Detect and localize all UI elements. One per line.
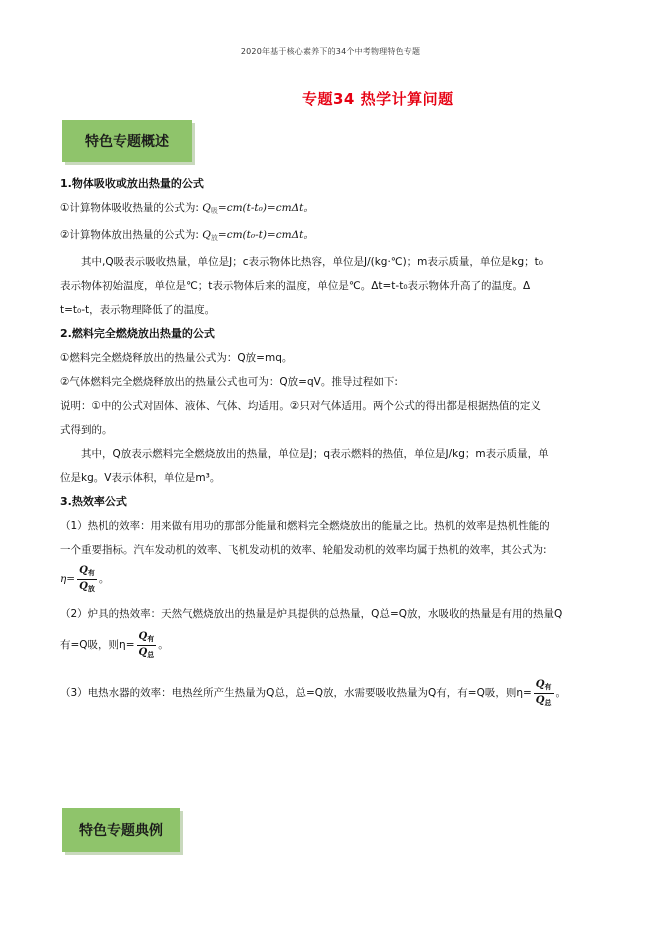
water-heater-efficiency-formula xyxy=(60,676,604,710)
frac-sub: 总 xyxy=(147,649,155,659)
frac-sub: 放 xyxy=(87,583,95,593)
frac-q: Q xyxy=(79,564,88,576)
formula-release xyxy=(60,223,604,250)
formula-release-sub: 放 xyxy=(210,234,218,242)
section-2-para-line-2: 位是kg。V表示体积，单位是m³。 xyxy=(60,472,221,484)
fraction-heater xyxy=(534,678,554,709)
section-2-formula-1: ①燃料完全燃烧释放出的热量公式为：Q放=mq。 xyxy=(60,352,293,364)
frac-sub: 有 xyxy=(544,681,552,691)
frac-q: Q xyxy=(535,678,545,690)
frac-sub: 总 xyxy=(544,697,552,707)
frac-q: Q xyxy=(535,694,545,706)
section-1-para-line-1: 其中,Q吸表示吸收热量，单位是J；c表示物体比热容，单位是J/(kg·℃)；m表示质量，单位是kg；t₀ xyxy=(81,256,543,268)
document-title: 专题34 热学计算问题 xyxy=(302,90,454,108)
formula-end-mark: 。 xyxy=(98,573,110,585)
stove-efficiency-formula xyxy=(60,628,604,662)
section-2-para-line-1: 其中，Q放表示燃料完全燃烧放出的热量，单位是J；q表示燃料的热值，单位是J/kg；m表示质量，单 xyxy=(81,448,549,460)
fraction-engine xyxy=(77,564,97,595)
formula-absorb xyxy=(60,196,604,223)
fraction-stove xyxy=(137,630,157,661)
formula-absorb-label: ①计算物体吸收热量的公式为: xyxy=(60,202,199,214)
section-2-note-line-1: 说明：①中的公式对固体、液体、气体、均适用。②只对气体适用。两个公式的得出都是根据热值的定义 xyxy=(60,400,541,412)
fraction-stove-denominator xyxy=(137,646,157,661)
eta-symbol: η= xyxy=(60,573,76,585)
section-1-para-line-3: t=t₀-t，表示物理降低了的温度。 xyxy=(60,304,216,316)
fraction-stove-numerator xyxy=(137,630,157,646)
frac-q: Q xyxy=(79,580,88,592)
section-3-item-3-text: （3）电热水器的效率：电热丝所产生热量为Q总，总=Q放，水需要吸收热量为Q有，有=Q吸，则η= xyxy=(60,687,532,699)
formula-release-rhs: =cm(t₀-t)=cmΔt。 xyxy=(217,229,314,241)
banner-overview: 特色专题概述 xyxy=(62,120,192,162)
section-3-item-1-line-2: 一个重要指标。汽车发动机的效率、飞机发动机的效率、轮船发动机的效率均属于热机的效率，其公式为: xyxy=(60,544,547,556)
section-2-heading: 2.燃料完全燃烧放出热量的公式 xyxy=(60,327,215,340)
formula-end-mark: 。 xyxy=(158,639,169,651)
heat-engine-efficiency-formula xyxy=(60,562,604,596)
section-3-heading: 3.热效率公式 xyxy=(60,495,127,508)
frac-sub: 有 xyxy=(147,633,155,643)
section-1-heading: 1.物体吸收或放出热量的公式 xyxy=(60,177,204,190)
fraction-engine-denominator xyxy=(77,580,97,595)
running-head: 2020年基于核心素养下的34个中考物理特色专题 xyxy=(240,47,421,56)
formula-end-mark: 。 xyxy=(555,687,567,699)
section-2-formula-2: ②气体燃料完全燃烧释放出的热量公式也可为：Q放=qV。推导过程如下: xyxy=(60,376,398,388)
fraction-engine-numerator xyxy=(77,564,97,580)
frac-sub: 有 xyxy=(87,567,95,577)
frac-q: Q xyxy=(138,646,148,658)
section-2-note-line-2: 式得到的。 xyxy=(60,424,113,436)
formula-release-label: ②计算物体放出热量的公式为: xyxy=(60,229,199,241)
section-1-para-line-2: 表示物体初始温度，单位是℃；t表示物体后来的温度，单位是℃。Δt=t-t₀表示物体升高了的温度。Δ xyxy=(60,280,531,292)
formula-absorb-q: Q xyxy=(202,202,211,214)
section-3-item-1-line-1: （1）热机的效率：用来做有用功的那部分能量和燃料完全燃烧放出的能量之比。热机的效率是热机性能的 xyxy=(60,520,550,532)
formula-release-q: Q xyxy=(202,229,211,241)
section-3-item-2-line-1: （2）炉具的热效率：天然气燃烧放出的热量是炉具提供的总热量，Q总=Q放，水吸收的热量是有用的热量Q xyxy=(60,608,563,620)
content-body xyxy=(60,172,604,710)
formula-absorb-rhs: =cm(t-t₀)=cmΔt。 xyxy=(217,202,314,214)
frac-q: Q xyxy=(138,630,148,642)
fraction-heater-denominator xyxy=(534,694,554,709)
fraction-heater-numerator xyxy=(534,678,554,694)
section-3-item-2-line-2: 有=Q吸，则η= xyxy=(60,639,135,651)
formula-absorb-sub: 吸 xyxy=(210,207,218,215)
banner-examples: 特色专题典例 xyxy=(62,808,180,852)
